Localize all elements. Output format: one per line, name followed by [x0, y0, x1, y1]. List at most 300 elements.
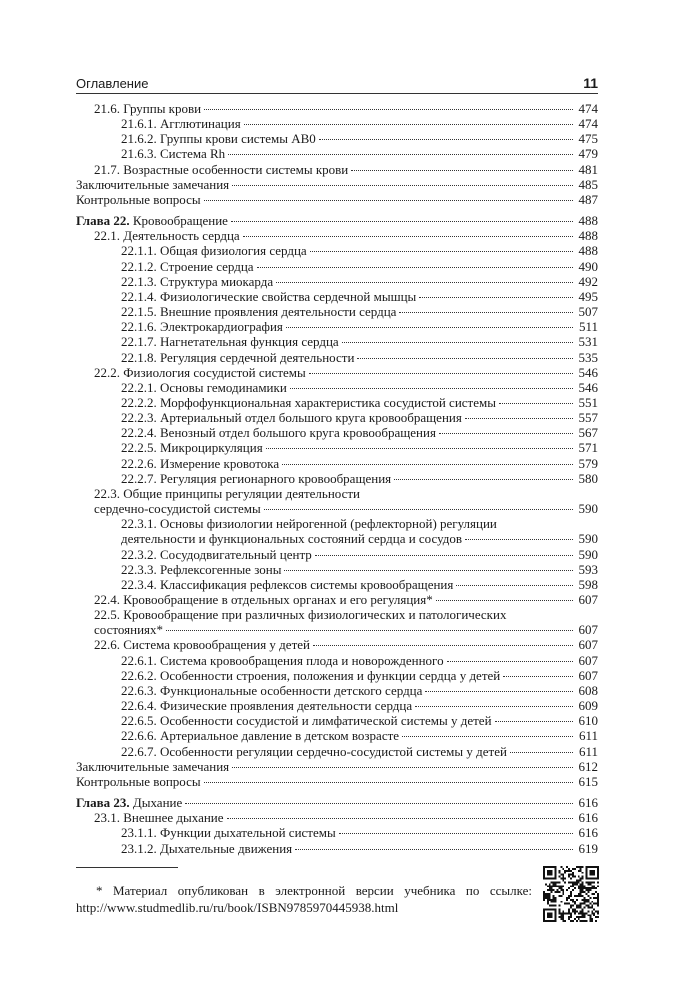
qr-module [568, 876, 570, 878]
qr-module [576, 899, 578, 901]
toc-entry[interactable] [76, 350, 598, 365]
toc-entry[interactable] [76, 577, 598, 592]
qr-module [580, 870, 582, 872]
qr-module [587, 905, 589, 907]
toc-chapter-entry[interactable] [76, 213, 598, 228]
qr-module [562, 868, 564, 870]
qr-module [591, 901, 593, 903]
qr-module [591, 905, 593, 907]
qr-module [597, 912, 599, 914]
toc-entry-page: 474 [578, 101, 598, 116]
qr-module [595, 878, 597, 880]
qr-module [543, 897, 545, 899]
toc-entry[interactable] [76, 289, 598, 304]
toc-entry-page: 579 [578, 455, 598, 471]
toc-entry-page: 567 [578, 425, 598, 441]
qr-module [555, 878, 557, 880]
qr-module [570, 878, 572, 880]
dot-leader [465, 418, 573, 419]
qr-module [597, 868, 599, 870]
toc-entry-page: 616 [578, 810, 598, 826]
qr-module [591, 907, 593, 909]
qr-module [560, 912, 562, 914]
qr-module [589, 870, 591, 872]
toc-entry[interactable] [76, 192, 598, 207]
qr-module [572, 908, 574, 910]
qr-module [543, 912, 545, 914]
toc-entry-title: 22.2.5. Микроциркуляция [121, 440, 263, 456]
qr-module [595, 910, 597, 912]
qr-module [574, 887, 576, 889]
qr-module [572, 883, 574, 885]
qr-module [587, 901, 589, 903]
qr-module [578, 895, 580, 897]
qr-module [543, 876, 545, 878]
toc-entry[interactable] [76, 228, 598, 243]
dot-leader [503, 676, 573, 677]
qr-module [595, 920, 597, 922]
qr-module [593, 893, 595, 895]
toc-entry-title: 22.2. Физиология сосудистой системы [94, 364, 306, 380]
dot-leader [286, 327, 573, 328]
qr-module [545, 893, 547, 895]
qr-module [558, 895, 560, 897]
toc-entry[interactable] [76, 395, 598, 410]
toc-entry-page: 607 [578, 637, 598, 653]
qr-module [597, 878, 599, 880]
qr-module [549, 874, 551, 876]
qr-module [574, 901, 576, 903]
qr-module [580, 880, 582, 882]
qr-module [562, 920, 564, 922]
qr-module [597, 899, 599, 901]
qr-module [576, 910, 578, 912]
qr-module [568, 870, 570, 872]
qr-module [597, 872, 599, 874]
qr-module [597, 910, 599, 912]
dot-leader [402, 736, 573, 737]
toc-entry[interactable] [76, 825, 598, 840]
qr-module [555, 866, 557, 868]
qr-module [584, 907, 586, 909]
toc-entry[interactable] [76, 101, 598, 116]
qr-module [547, 893, 549, 895]
dot-leader [415, 706, 573, 707]
qr-module [587, 887, 589, 889]
qr-module [593, 912, 595, 914]
toc-entry[interactable] [76, 713, 598, 728]
qr-module [597, 885, 599, 887]
qr-module [547, 866, 549, 868]
toc-entry-title: 22.6.2. Особенности строения, положения и функции сердца у детей [121, 667, 501, 683]
qr-module [555, 916, 557, 918]
qr-module [570, 912, 572, 914]
toc-entry[interactable] [76, 471, 598, 486]
toc-entry-page: 487 [578, 191, 598, 207]
toc-entry[interactable] [76, 668, 598, 683]
toc-entry[interactable] [76, 334, 598, 349]
qr-module [585, 893, 587, 895]
qr-module [584, 920, 586, 922]
toc-entry-title: 22.2.2. Морфофункциональная характеристика сосудистой системы [121, 394, 496, 410]
qr-module [555, 920, 557, 922]
qr-module [582, 914, 584, 916]
qr-module [595, 887, 597, 889]
toc-entry-page: 593 [578, 561, 598, 577]
qr-module [558, 870, 560, 872]
toc-entry[interactable] [76, 131, 598, 146]
toc-entry[interactable] [76, 547, 598, 562]
toc-entry[interactable] [76, 653, 598, 668]
toc-entry[interactable] [76, 759, 598, 774]
qr-module [587, 910, 589, 912]
qr-module [591, 878, 593, 880]
toc-entry[interactable] [76, 162, 598, 177]
dot-leader [394, 479, 573, 480]
toc-entry-title: 22.6. Система кровообращения у детей [94, 637, 310, 653]
qr-module [549, 866, 551, 868]
qr-module [549, 905, 551, 907]
qr-module [582, 910, 584, 912]
toc-entry[interactable] [76, 516, 598, 546]
qr-module [547, 914, 549, 916]
toc-entry-page: 492 [578, 273, 598, 289]
dot-leader [231, 221, 573, 222]
qr-module [589, 866, 591, 868]
qr-module [564, 912, 566, 914]
qr-module [543, 878, 545, 880]
toc-entry[interactable] [76, 410, 598, 425]
qr-module [585, 878, 587, 880]
qr-module [553, 897, 555, 899]
qr-module [585, 912, 587, 914]
footnote-link[interactable]: http://www.studmedlib.ru/ru/book/ISBN9785970445938.html [76, 900, 399, 915]
toc-entry-title: 22.6.6. Артериальное давление в детском возрасте [121, 728, 400, 744]
toc-entry-page: 546 [578, 379, 598, 395]
toc-entry[interactable] [76, 562, 598, 577]
qr-module [570, 874, 572, 876]
toc-entry-page: 490 [578, 258, 598, 274]
qr-module [549, 893, 551, 895]
qr-module [545, 883, 547, 885]
qr-module [580, 868, 582, 870]
qr-module [585, 868, 587, 870]
qr-module [587, 907, 589, 909]
qr-module [543, 874, 545, 876]
qr-module [549, 878, 551, 880]
qr-module [585, 874, 587, 876]
qr-module [591, 920, 593, 922]
toc-entry-title: 23.1.2. Дыхательные движения [121, 840, 293, 856]
qr-module [580, 887, 582, 889]
toc-entry[interactable] [76, 319, 598, 334]
qr-module [545, 908, 547, 910]
qr-module [589, 872, 591, 874]
qr-module [597, 905, 599, 907]
toc-entry[interactable] [76, 146, 598, 161]
qr-module [582, 876, 584, 878]
toc-entry[interactable] [76, 116, 598, 131]
toc-entry-title: 22.2.1. Основы гемодинамики [121, 379, 287, 395]
qr-module [564, 903, 566, 905]
footnote-rule [76, 867, 178, 868]
qr-module [553, 883, 555, 885]
qr-module [593, 872, 595, 874]
toc-entry[interactable] [76, 698, 598, 713]
toc-entry-page: 590 [578, 546, 598, 562]
qr-module [551, 905, 553, 907]
toc-entry[interactable] [76, 728, 598, 743]
qr-module [555, 876, 557, 878]
qr-module [584, 897, 586, 899]
qr-module [585, 870, 587, 872]
toc-entry[interactable] [76, 243, 598, 258]
toc-entry[interactable] [76, 744, 598, 759]
qr-module [549, 895, 551, 897]
qr-module [547, 878, 549, 880]
toc-entry-page: 511 [578, 319, 598, 335]
qr-module [580, 903, 582, 905]
qr-module [578, 907, 580, 909]
qr-module [551, 878, 553, 880]
toc-entry-title: 22.1. Деятельность сердца [94, 228, 240, 244]
qr-module [543, 893, 545, 895]
qr-module [584, 899, 586, 901]
qr-module [555, 870, 557, 872]
qr-module [555, 910, 557, 912]
dot-leader [185, 803, 573, 804]
qr-module [551, 874, 553, 876]
qr-module [584, 891, 586, 893]
qr-module [551, 914, 553, 916]
qr-module [589, 881, 591, 883]
qr-module [593, 870, 595, 872]
qr-module [580, 889, 582, 891]
qr-module [593, 908, 595, 910]
qr-module [597, 874, 599, 876]
qr-module [580, 907, 582, 909]
qr-module [597, 903, 599, 905]
footnote [76, 882, 532, 916]
toc-entry-title: 23.1. Внешнее дыхание [94, 810, 224, 826]
toc-entry-page: 551 [578, 394, 598, 410]
qr-module [558, 891, 560, 893]
qr-module [593, 887, 595, 889]
toc-entry-title: Кровообращение [132, 213, 228, 229]
toc-entry[interactable] [76, 177, 598, 192]
qr-module [560, 885, 562, 887]
dot-leader [351, 170, 573, 171]
toc-entry-title: 22.4. Кровообращение в отдельных органах и его регуляция* [94, 592, 433, 607]
qr-module [562, 914, 564, 916]
toc-entry-page: 616 [578, 825, 598, 841]
qr-module [589, 914, 591, 916]
qr-module [578, 887, 580, 889]
qr-module [595, 903, 597, 905]
qr-module [568, 874, 570, 876]
qr-module [564, 870, 566, 872]
qr-module [551, 866, 553, 868]
toc-chapter-entry[interactable] [76, 795, 598, 810]
qr-module [570, 914, 572, 916]
qr-module [593, 885, 595, 887]
toc-entry-title: Заключительные замечания [76, 176, 230, 192]
qr-module [578, 880, 580, 882]
qr-module [566, 897, 568, 899]
toc-entry-page: 615 [578, 773, 598, 789]
dot-leader [447, 661, 573, 662]
toc-entry[interactable] [76, 456, 598, 471]
dot-leader [290, 388, 573, 389]
qr-module [572, 881, 574, 883]
qr-module [543, 908, 545, 910]
qr-module [576, 881, 578, 883]
toc-entry[interactable] [76, 607, 598, 637]
qr-module [572, 905, 574, 907]
toc-entry[interactable] [76, 637, 598, 652]
toc-entry-title: 22.6.3. Функциональные особенности детского сердца [121, 682, 423, 698]
toc-entry-page: 609 [578, 698, 598, 714]
toc-entry[interactable] [76, 774, 598, 789]
toc-entry-title: Контрольные вопросы [76, 191, 201, 207]
qr-module [568, 908, 570, 910]
qr-module [584, 916, 586, 918]
qr-module [566, 866, 568, 868]
toc-entry-title: 21.6.1. Агглютинация [121, 116, 241, 132]
qr-module [543, 872, 545, 874]
dot-leader [284, 570, 573, 571]
qr-module [564, 881, 566, 883]
toc-entry[interactable] [76, 365, 598, 380]
qr-module [562, 880, 564, 882]
qr-module [580, 893, 582, 895]
toc-entry-title: деятельности и функциональных состояний сердца и сосудов [121, 531, 463, 547]
toc-entry-title: состояниях* [94, 622, 163, 638]
qr-module [587, 881, 589, 883]
toc-entry[interactable] [76, 810, 598, 825]
qr-module [543, 895, 545, 897]
qr-module [578, 870, 580, 872]
qr-module [555, 901, 557, 903]
qr-module [558, 912, 560, 914]
toc-entry[interactable] [76, 425, 598, 440]
qr-module [555, 881, 557, 883]
dot-leader [204, 109, 573, 110]
dot-leader [228, 154, 573, 155]
qr-module [576, 895, 578, 897]
qr-module [553, 905, 555, 907]
running-header [76, 71, 598, 91]
qr-module [568, 912, 570, 914]
toc-entry[interactable] [76, 380, 598, 395]
qr-module [582, 889, 584, 891]
qr-module [555, 899, 557, 901]
qr-module [572, 872, 574, 874]
qr-module [580, 916, 582, 918]
qr-module [589, 907, 591, 909]
toc-entry[interactable] [76, 259, 598, 274]
qr-module [560, 878, 562, 880]
qr-module [582, 908, 584, 910]
qr-module [568, 881, 570, 883]
dot-leader [266, 448, 573, 449]
qr-module [566, 912, 568, 914]
qr-module [597, 901, 599, 903]
qr-module [553, 866, 555, 868]
qr-module [558, 908, 560, 910]
qr-module [549, 872, 551, 874]
qr-module [553, 881, 555, 883]
toc-entry-page: 590 [578, 531, 598, 547]
toc-entry[interactable] [76, 274, 598, 289]
qr-module [576, 916, 578, 918]
toc-entry[interactable] [76, 592, 598, 607]
toc-entry-title: 22.6.7. Особенности регуляции сердечно-сосудистой системы у детей [121, 743, 507, 759]
qr-module [562, 878, 564, 880]
toc-entry[interactable] [76, 304, 598, 319]
qr-module [582, 912, 584, 914]
qr-module [576, 907, 578, 909]
qr-module [574, 881, 576, 883]
qr-module [595, 866, 597, 868]
qr-module [589, 918, 591, 920]
qr-module [566, 899, 568, 901]
dot-leader [243, 236, 573, 237]
qr-module [582, 881, 584, 883]
qr-module [591, 910, 593, 912]
toc-entry[interactable] [76, 486, 598, 516]
toc-entry-title-line1: 22.5. Кровообращение при различных физиологических и патологических [94, 607, 507, 623]
toc-entry-page: 611 [578, 743, 598, 759]
toc-entry[interactable] [76, 440, 598, 455]
qr-module [553, 908, 555, 910]
qr-module [587, 866, 589, 868]
qr-module [560, 901, 562, 903]
qr-module [582, 895, 584, 897]
toc-entry[interactable] [76, 841, 598, 856]
qr-module [591, 881, 593, 883]
qr-module [585, 887, 587, 889]
qr-module [555, 874, 557, 876]
qr-code-icon[interactable] [543, 866, 599, 922]
toc-entry-page: 507 [578, 304, 598, 320]
qr-module [562, 876, 564, 878]
qr-module [589, 887, 591, 889]
qr-module [589, 920, 591, 922]
qr-module [549, 914, 551, 916]
dot-leader [439, 433, 573, 434]
qr-module [593, 914, 595, 916]
toc-entry-title: Дыхание [132, 795, 183, 811]
toc-entry-title-line1: 22.3. Общие принципы регуляции деятельности [94, 485, 361, 501]
qr-module [582, 883, 584, 885]
qr-module [591, 887, 593, 889]
qr-module [584, 901, 586, 903]
toc-entry-title: 22.2.7. Регуляция регионарного кровообращения [121, 470, 392, 486]
qr-module [574, 912, 576, 914]
dot-leader [357, 358, 573, 359]
qr-module [547, 870, 549, 872]
qr-module [549, 887, 551, 889]
qr-module [584, 885, 586, 887]
toc-entry-page: 481 [578, 161, 598, 177]
qr-module [578, 905, 580, 907]
dot-leader [204, 200, 573, 201]
toc-entry[interactable] [76, 683, 598, 698]
qr-module [547, 908, 549, 910]
qr-module [580, 895, 582, 897]
toc-entry-page: 611 [578, 728, 598, 744]
